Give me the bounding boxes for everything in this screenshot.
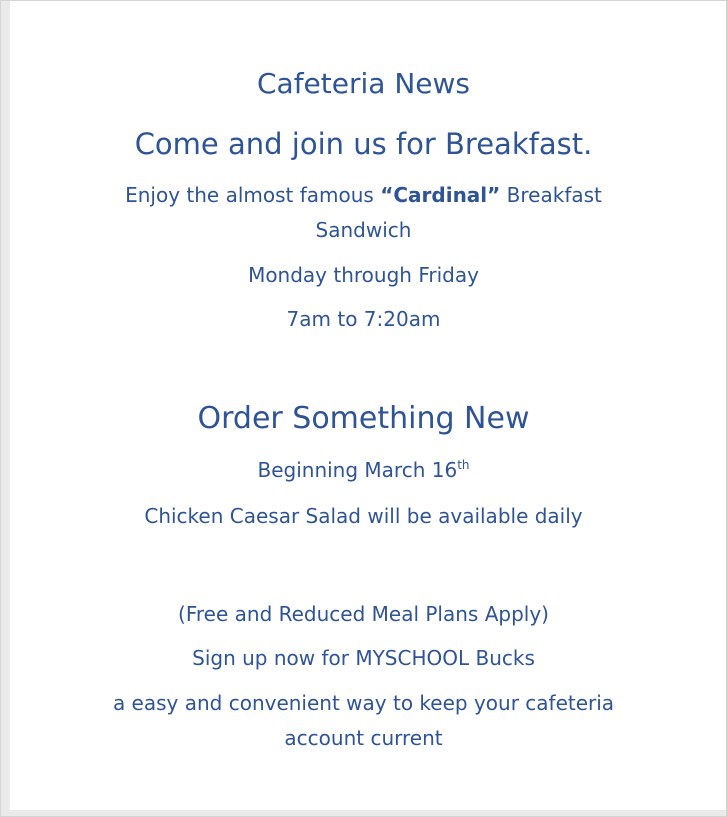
date-ordinal: th [457, 458, 470, 472]
sandwich-prefix: Enjoy the almost famous [125, 183, 381, 207]
order-heading: Order Something New [197, 401, 530, 436]
cardinal-bold: “Cardinal” [380, 183, 501, 207]
breakfast-heading: Come and join us for Breakfast. [134, 127, 593, 161]
salad-line: Chicken Caesar Salad will be available daily [144, 504, 583, 528]
sandwich-line-2: Sandwich [315, 218, 412, 242]
beginning-date: Beginning March 16 [257, 458, 458, 482]
sandwich-line-1 [0, 181, 727, 209]
meal-plans-line: (Free and Reduced Meal Plans Apply) [178, 602, 549, 626]
convenient-line-2: account current [284, 726, 443, 750]
convenient-line-1: a easy and convenient way to keep your cafeteria [112, 691, 615, 715]
page-bottom-margin [1, 810, 726, 816]
days-line: Monday through Friday [248, 263, 479, 287]
sandwich-suffix: Breakfast [500, 183, 602, 207]
signup-line: Sign up now for MYSCHOOL Bucks [192, 646, 535, 670]
beginning-line [0, 456, 727, 484]
hours-line: 7am to 7:20am [286, 307, 441, 331]
page-title: Cafeteria News [256, 67, 470, 100]
